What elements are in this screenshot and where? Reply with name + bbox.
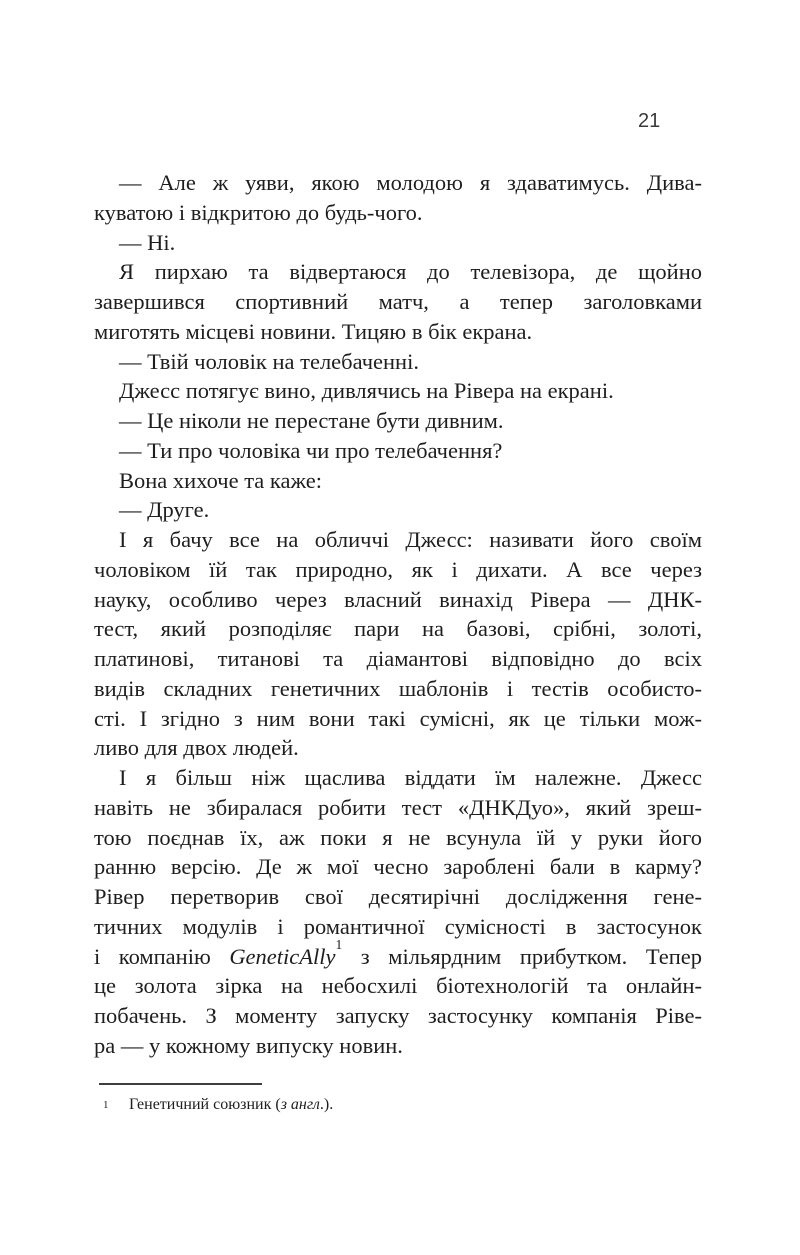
text-line: куватою і відкритою до будь-чого. [94,199,423,225]
text-line: Джесс потягує вино, дивлячись на Рівера на екрані. [119,378,614,404]
text-line: видів складних генетичних шаблонів і тестів особисто- [94,675,702,701]
text-line: це золота зірка на небосхилі біотехнологій та онлайн- [94,973,702,999]
text-line: ра — у кожному випуску новин. [94,1032,403,1058]
text-line: — Твій чоловік на телебаченні. [119,348,419,374]
page-number: 21 [638,110,661,132]
text-line: І я бачу все на обличчі Джесс: називати його своїм [119,527,702,552]
text-line: завершився спортивний матч, а тепер заголовками [94,289,702,314]
text-line: тою поєднав їх, аж поки я не всунула їй у руки його [94,824,702,850]
text-block [94,168,702,1061]
text-line: Рівер перетворив свої десятирічні дослідження гене- [94,884,702,909]
text-line: — Друге. [119,497,210,523]
text-line: тест, який розподіляє пари на базові, срібні, золоті, [94,616,702,642]
text-line: побачень. З моменту запуску застосунку компанія Ріве- [94,1003,702,1028]
footnote-separator [99,1083,262,1085]
footnote [103,1094,702,1115]
text-line: — Але ж уяви, якою молодою я здаватимусь. Дива- [119,170,702,195]
text-line: миготять місцеві новини. Тицяю в бік екрана. [94,318,533,344]
footnote-text: Генетичний союзник (з англ.). [129,1096,334,1113]
text-line: ранню версію. Де ж мої чесно зароблені бали в карму? [94,854,702,880]
text-line: тичних модулів і романтичної сумісності в застосунок [94,913,702,939]
text-line: платинові, титанові та діамантові відповідно до всіх [94,646,702,671]
text-line: — Це ніколи не перестане бути дивним. [119,408,504,433]
text-line: І я більш ніж щаслива віддати їм належне. Джесс [119,765,702,790]
text-line: і компанію GeneticAlly$^1$ з мільярдним прибутком. Тепер [94,936,702,969]
text-line: — Ти про чоловіка чи про телебачення? [119,437,503,463]
text-line: сті. І згідно з ним вони такі сумісні, як це тільки мож- [94,705,702,731]
text-line: — Ні. [119,229,176,255]
text-line: чоловіком їй так природно, як і дихати. А все через [94,556,702,582]
text-line: Я пирхаю та відвертаюся до телевізора, де щойно [119,259,702,285]
footnote-marker: 1 [103,1099,109,1111]
text-line: науку, особливо через власний винахід Рівера — ДНК- [94,586,702,612]
text-line: Вона хихоче та каже: [119,467,322,493]
text-line: ливо для двох людей. [94,735,299,761]
text-line: навіть не збиралася робити тест «ДНКДуо», який зреш- [94,794,702,820]
